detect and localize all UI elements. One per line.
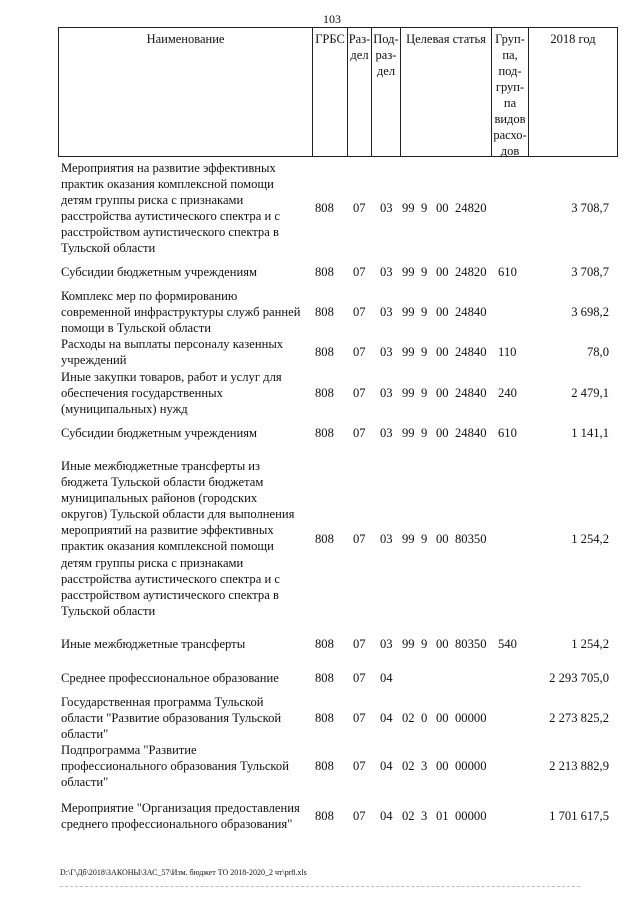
- row-target-2: 9: [421, 637, 428, 651]
- row-target-3: 01: [436, 809, 449, 823]
- row-target-2: 9: [421, 386, 428, 400]
- row-target-2: 9: [421, 426, 428, 440]
- row-target-1: 99: [402, 201, 415, 215]
- row-target-1: 99: [402, 386, 415, 400]
- row-podrazdel: 03: [380, 345, 393, 359]
- row-target-3: 00: [436, 265, 449, 279]
- row-name: Расходы на выплаты персоналу казенных учреждений: [61, 337, 284, 368]
- row-podrazdel: 03: [380, 637, 393, 651]
- header-year: [528, 28, 617, 156]
- row-grbs: 808: [315, 386, 334, 400]
- row-podrazdel: 04: [380, 809, 393, 823]
- row-sum: 3 708,7: [571, 201, 609, 215]
- header-group-line: дов: [500, 144, 520, 158]
- row-target-3: 00: [436, 532, 449, 546]
- header-name-label: Наименование: [146, 32, 225, 46]
- row-vid: 540: [498, 637, 517, 651]
- row-target-4: 00000: [455, 759, 487, 773]
- table-row: [61, 369, 609, 417]
- row-target-2: 3: [421, 759, 428, 773]
- row-target-4: 00000: [455, 809, 487, 823]
- row-podrazdel: 03: [380, 426, 393, 440]
- row-target-4: 24820: [455, 201, 487, 215]
- row-target-1: 99: [402, 345, 415, 359]
- row-target-2: 9: [421, 345, 428, 359]
- row-target-4: 00000: [455, 711, 487, 725]
- header-grbs: [312, 28, 347, 156]
- row-sum: 2 293 705,0: [549, 671, 609, 685]
- row-grbs: 808: [315, 345, 334, 359]
- row-podrazdel: 03: [380, 201, 393, 215]
- row-grbs: 808: [315, 637, 334, 651]
- header-name: [59, 28, 312, 156]
- row-podrazdel: 03: [380, 265, 393, 279]
- row-razdel: 07: [353, 305, 366, 319]
- row-grbs: 808: [315, 426, 334, 440]
- row-target-3: 00: [436, 305, 449, 319]
- row-razdel: 07: [353, 637, 366, 651]
- row-target-3: 00: [436, 426, 449, 440]
- table-row: [61, 694, 609, 742]
- header-podrazdel-line: дел: [376, 64, 396, 78]
- row-name: Мероприятия на развитие эффективных практик оказания комплексной помощи детям группы риска с признаками расстройства аутистического спектра и с расстройством аутистического спектра в Тульской области: [61, 161, 280, 256]
- row-razdel: 07: [353, 426, 366, 440]
- row-podrazdel: 04: [380, 671, 393, 685]
- header-razdel-line: дел: [350, 48, 369, 62]
- row-target-4: 80350: [455, 637, 487, 651]
- row-target-2: 9: [421, 305, 428, 319]
- header-year-label: 2018 год: [550, 32, 596, 46]
- header-target: [400, 28, 491, 156]
- row-target-3: 00: [436, 345, 449, 359]
- row-razdel: 07: [353, 809, 366, 823]
- page-number: 103: [323, 12, 341, 26]
- row-razdel: 07: [353, 386, 366, 400]
- row-sum: 2 273 825,2: [549, 711, 609, 725]
- row-target-1: 02: [402, 759, 415, 773]
- row-name: Подпрограмма "Развитие профессионального образования Тульской области": [61, 743, 289, 790]
- row-target-3: 00: [436, 637, 449, 651]
- row-target-2: 0: [421, 711, 428, 725]
- row-target-4: 80350: [455, 532, 487, 546]
- row-grbs: 808: [315, 671, 334, 685]
- row-name: Государственная программа Тульской области "Развитие образования Тульской области": [61, 695, 282, 742]
- row-grbs: 808: [315, 532, 334, 546]
- row-razdel: 07: [353, 759, 366, 773]
- footer-file-path: D:\Г\Дб\2018\ЗАКОНЫ\ЗАС_57\Изм. бюджет ТО 2018-2020_2 чт\pr8.xls: [60, 868, 307, 877]
- row-target-4: 24820: [455, 265, 487, 279]
- row-grbs: 808: [315, 305, 334, 319]
- row-razdel: 07: [353, 671, 366, 685]
- row-sum: 1 254,2: [571, 637, 609, 651]
- row-razdel: 07: [353, 345, 366, 359]
- row-sum: 1 254,2: [571, 532, 609, 546]
- row-target-1: 99: [402, 637, 415, 651]
- row-grbs: 808: [315, 201, 334, 215]
- row-grbs: 808: [315, 759, 334, 773]
- row-target-4: 24840: [455, 426, 487, 440]
- row-razdel: 07: [353, 711, 366, 725]
- table-row: [61, 160, 609, 256]
- table-row: [61, 636, 609, 654]
- header-target-label: Целевая статья: [406, 32, 486, 46]
- row-sum: 1 141,1: [571, 426, 609, 440]
- row-vid: 240: [498, 386, 517, 400]
- table-row: [61, 800, 609, 832]
- header-group-line: груп-: [495, 80, 525, 94]
- row-name: Среднее профессиональное образование: [61, 671, 279, 685]
- row-name: Иные межбюджетные трансферты из бюджета Тульской области бюджетам муниципальных районов (городских округов) Тульской области для выполнения мероприятий на развитие эффективных практик оказания комплексной помощи детям группы риска с признаками расстройства аутистического спектра и с расстройством аутистического спектра в Тульской области: [61, 459, 295, 618]
- row-target-4: 24840: [455, 345, 487, 359]
- row-target-1: 99: [402, 265, 415, 279]
- row-name: Комплекс мер по формированию современной инфраструктуры служб ранней помощи в Тульской области: [61, 289, 301, 336]
- row-target-4: 24840: [455, 305, 487, 319]
- row-target-3: 00: [436, 759, 449, 773]
- row-vid: 110: [498, 345, 517, 359]
- row-target-2: 9: [421, 532, 428, 546]
- row-name: Мероприятие "Организация предоставления среднего профессионального образования": [61, 801, 300, 832]
- header-razdel-line: Раз-: [348, 32, 371, 46]
- header-podrazdel-line: Под-: [373, 32, 399, 46]
- header-group-line: Груп-: [495, 32, 525, 46]
- table-row: [61, 670, 609, 688]
- header-group-line: под-: [498, 64, 522, 78]
- row-podrazdel: 03: [380, 305, 393, 319]
- row-target-2: 9: [421, 201, 428, 215]
- row-target-1: 99: [402, 305, 415, 319]
- row-vid: 610: [498, 426, 517, 440]
- row-sum: 1 701 617,5: [549, 809, 609, 823]
- table-row: [61, 264, 609, 282]
- row-name: Иные закупки товаров, работ и услуг для обеспечения государственных (муниципальных) нужд: [61, 370, 282, 417]
- row-target-1: 99: [402, 532, 415, 546]
- table-row: [61, 336, 609, 368]
- row-target-3: 00: [436, 386, 449, 400]
- header-group: [491, 28, 528, 156]
- header-podrazdel: [371, 28, 400, 156]
- row-podrazdel: 04: [380, 711, 393, 725]
- header-group-line: па,: [502, 48, 518, 62]
- row-target-4: 24840: [455, 386, 487, 400]
- row-razdel: 07: [353, 201, 366, 215]
- row-grbs: 808: [315, 265, 334, 279]
- row-podrazdel: 03: [380, 532, 393, 546]
- row-name: Субсидии бюджетным учреждениям: [61, 265, 257, 279]
- row-target-1: 02: [402, 711, 415, 725]
- row-razdel: 07: [353, 265, 366, 279]
- row-target-3: 00: [436, 711, 449, 725]
- row-grbs: 808: [315, 711, 334, 725]
- scan-artifact-divider: [60, 886, 580, 889]
- table-row: [61, 458, 609, 620]
- header-group-line: расхо-: [493, 128, 527, 142]
- row-sum: 78,0: [586, 345, 609, 359]
- row-name: Субсидии бюджетным учреждениям: [61, 426, 257, 440]
- row-podrazdel: 04: [380, 759, 393, 773]
- row-target-2: 3: [421, 809, 428, 823]
- table-row: [61, 742, 609, 790]
- table-row: [61, 288, 609, 336]
- table-header: [58, 27, 618, 157]
- row-sum: 3 698,2: [571, 305, 609, 319]
- header-podrazdel-line: раз-: [375, 48, 397, 62]
- row-vid: 610: [498, 265, 517, 279]
- table-row: [61, 425, 609, 443]
- header-razdel: [347, 28, 371, 156]
- header-grbs-label: ГРБС: [315, 32, 345, 46]
- row-name: Иные межбюджетные трансферты: [61, 637, 246, 651]
- header-group-line: па: [503, 96, 517, 110]
- row-target-2: 9: [421, 265, 428, 279]
- row-sum: 3 708,7: [571, 265, 609, 279]
- row-grbs: 808: [315, 809, 334, 823]
- row-target-1: 99: [402, 426, 415, 440]
- row-sum: 2 213 882,9: [549, 759, 609, 773]
- row-target-3: 00: [436, 201, 449, 215]
- row-target-1: 02: [402, 809, 415, 823]
- header-group-line: видов: [494, 112, 526, 126]
- row-razdel: 07: [353, 532, 366, 546]
- row-sum: 2 479,1: [571, 386, 609, 400]
- row-podrazdel: 03: [380, 386, 393, 400]
